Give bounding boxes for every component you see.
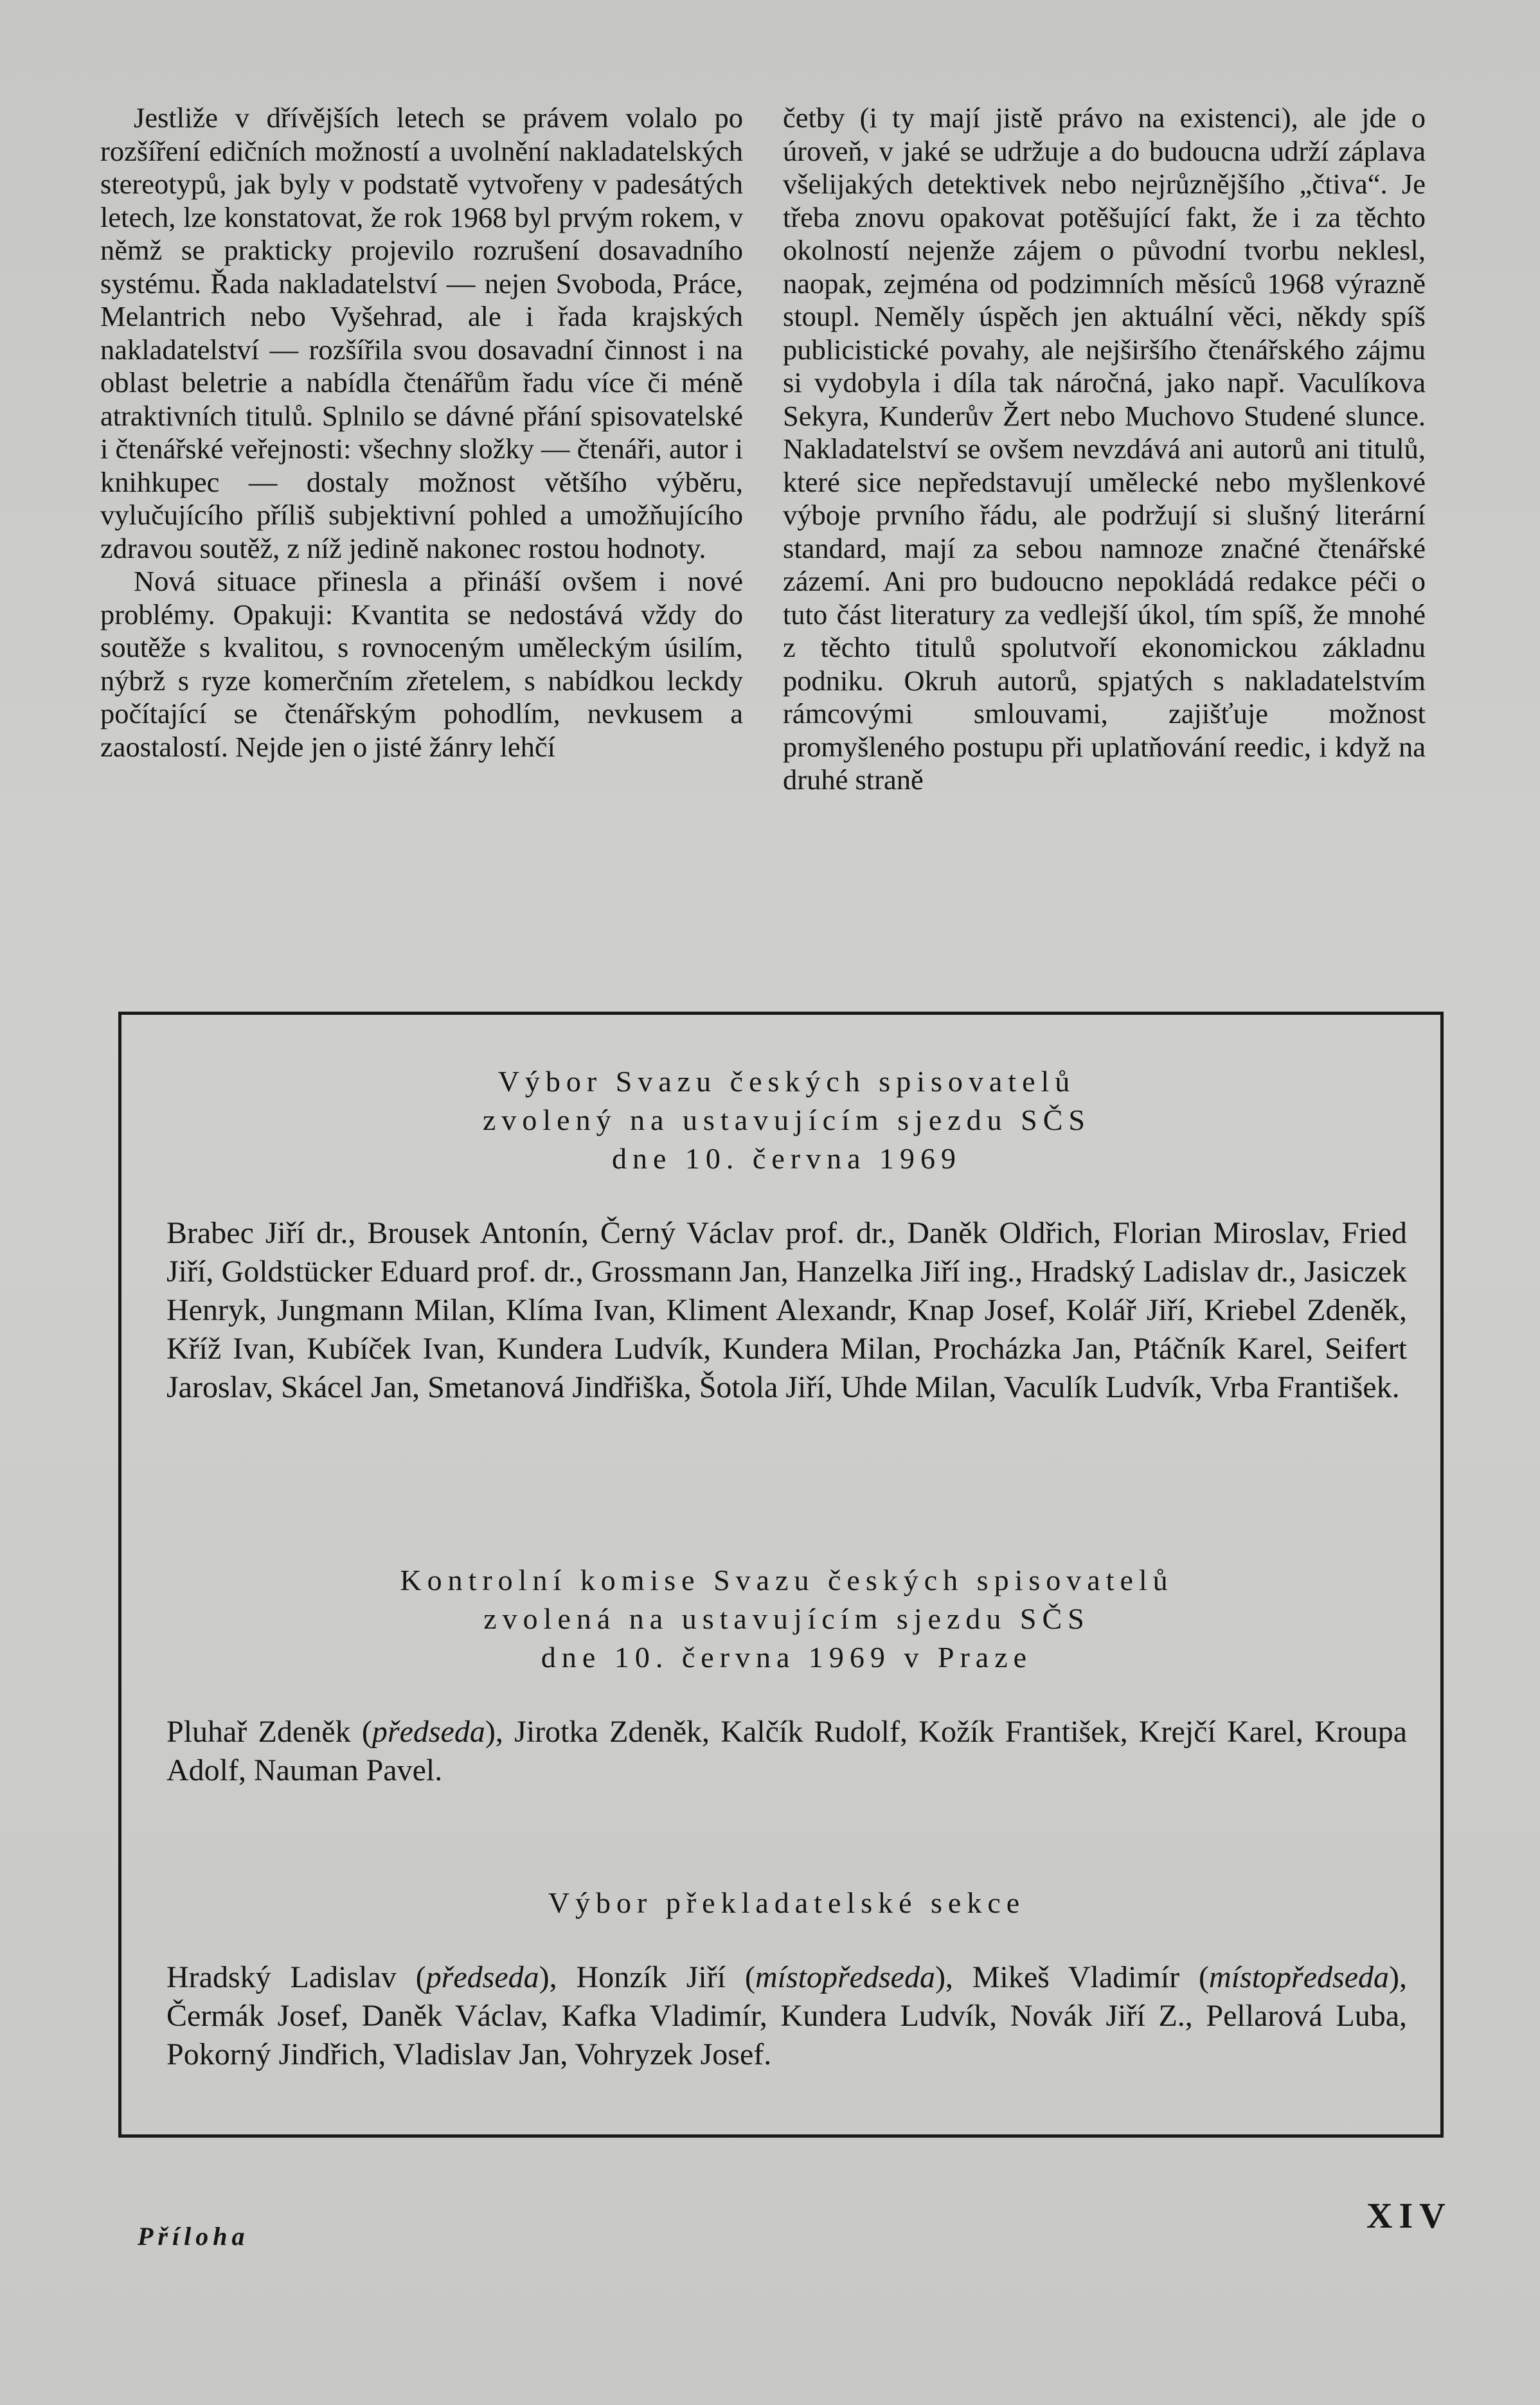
article-paragraph: Jestliže v dřívějších letech se právem volalo po rozšíření edičních možností a uvolnění nakladatelských stereotypů, jak byly v podstatě vytvořeny v padesátých letech, lze konstatovat, že rok 1968 byl prvým rokem, v němž se prakticky projevilo rozrušení dosavadního systému. Řada nakladatelství — nejen Svoboda, Práce, Melantrich nebo Vyšehrad, ale i řada krajských nakladatelství — rozšířila svou dosavadní činnost i na oblast beletrie a nabídla čtenářům řadu více či méně atraktivních titulů. Splnilo se dávné přání spisovatelské i čtenářské veřejnosti: všechny složky — čtenáři, autor i knihkupec — dostaly možnost většího výběru, vylučujícího příliš subjektivní pohled a umožňujícího zdravou soutěž, z níž jedině nakonec rostou hodnoty. — [100, 102, 743, 564]
translators-title — [166, 1884, 1407, 1922]
translators-members — [166, 1958, 1407, 2074]
article-paragraph: četby (i ty mají jistě právo na existenci), ale jde o úroveň, v jaké se udržuje a do budoucna udrží záplava všelijakých detektivek nebo nejrůznějšího „čtiva“. Je třeba znovu opakovat potěšující fakt, že i za těchto okolností nejenže zájem o původní tvorbu neklesl, naopak, zejména od podzimních měsíců 1968 výrazně stoupl. Neměly úspěch jen aktuální věci, někdy spíš publicistické povahy, ale nejširšího čtenářského zájmu si vydobyla i díla tak náročná, jako např. Vaculíkova Sekyra, Kunderův Žert nebo Muchovo Studené slunce. Nakladatelství se ovšem nevzdává ani autorů ani titulů, které sice nepředstavují umělecké nebo myšlenkové výboje prvního řádu, ale podržují si slušný literární standard, mají za sebou namnoze značné čtenářské zázemí. Ani pro budoucno nepokládá redakce péči o tuto část literatury za vedlejší úkol, tím spíš, že mnohé z těchto titulů spolutvoří ekonomickou základnu podniku. Okruh autorů, spjatých s nakladatelstvím rámcovými smlouvami, zajišťuje možnost promyšleného postupu při uplatňování reedic, i když na druhé straně — [783, 102, 1426, 796]
member-text: Hradský Ladislav ( — [166, 1960, 426, 1994]
control-title-line: dne 10. června 1969 v Praze — [541, 1641, 1033, 1674]
role-text: předseda — [372, 1715, 485, 1749]
control-commission-title — [166, 1561, 1407, 1677]
article-paragraph: Nová situace přinesla a přináší ovšem i nové problémy. Opakuji: Kvantita se nedostává vždy do soutěže s kvalitou, s rovnoceným uměleckým úsilím, nýbrž s ryze komerčním zřetelem, s nabídkou leckdy počítající se čtenářským pohodlím, nevkusem a zaostalostí. Nejde jen o jisté žánry lehčí — [100, 565, 743, 763]
role-text: místopředseda — [755, 1960, 935, 1994]
committee-title-line: dne 10. června 1969 — [612, 1142, 962, 1175]
translators-section — [166, 1884, 1407, 2074]
member-text: ), Jirotka Zdeněk, Kalčík Rudolf, Kožík František, Krejčí Karel, Kroupa Adolf, Nauman Pavel. — [166, 1715, 1408, 1787]
control-title-line: Kontrolní komise Svazu českých spisovatelů — [400, 1564, 1174, 1596]
role-text: předseda — [425, 1960, 539, 1994]
control-title-line: zvolená na ustavujícím sjezdu SČS — [483, 1602, 1090, 1635]
control-commission-members — [166, 1713, 1407, 1790]
role-text: místopředseda — [1209, 1960, 1390, 1994]
committee-title-line: zvolený na ustavujícím sjezdu SČS — [482, 1104, 1091, 1136]
committee-section — [166, 1062, 1407, 1407]
member-text: ), Honzík Jiří ( — [539, 1960, 755, 1994]
committee-members: Brabec Jiří dr., Brousek Antonín, Černý Václav prof. dr., Daněk Oldřich, Florian Miroslav, Fried Jiří, Goldstücker Eduard prof. dr., Grossmann Jan, Hanzelka Jiří ing., Hradský Ladislav dr., Jasiczek Henryk, Jungmann Milan, Klíma Ivan, Kliment Alexandr, Knap Josef, Kolář Jiří, Kriebel Zdeněk, Kříž Ivan, Kubíček Ivan, Kundera Ludvík, Kundera Milan, Procházka Jan, Ptáčník Karel, Seifert Jaroslav, Skácel Jan, Smetanová Jindřiška, Šotola Jiří, Uhde Milan, Vaculík Ludvík, Vrba František. — [166, 1216, 1407, 1404]
committee-title-line: Výbor Svazu českých spisovatelů — [497, 1065, 1076, 1098]
article-right-column — [783, 102, 1426, 797]
footer-label: Příloha — [138, 2222, 249, 2251]
member-text: Pluhař Zdeněk ( — [166, 1715, 372, 1749]
control-commission-section — [166, 1561, 1407, 1790]
translators-title-line: Výbor překladatelské sekce — [548, 1886, 1026, 1919]
committee-title — [166, 1062, 1407, 1178]
page-number: XIV — [1366, 2196, 1452, 2236]
member-text: ), Čermák Josef, Daněk Václav, Kafka Vladimír, Kundera Ludvík, Novák Jiří Z., Pellarová Luba, Pokorný Jindřich, Vladislav Jan, Vohryzek Josef. — [166, 1960, 1407, 2071]
member-text: ), Mikeš Vladimír ( — [935, 1960, 1210, 1994]
announcement-box — [118, 1012, 1444, 2138]
article-left-column — [100, 102, 743, 764]
